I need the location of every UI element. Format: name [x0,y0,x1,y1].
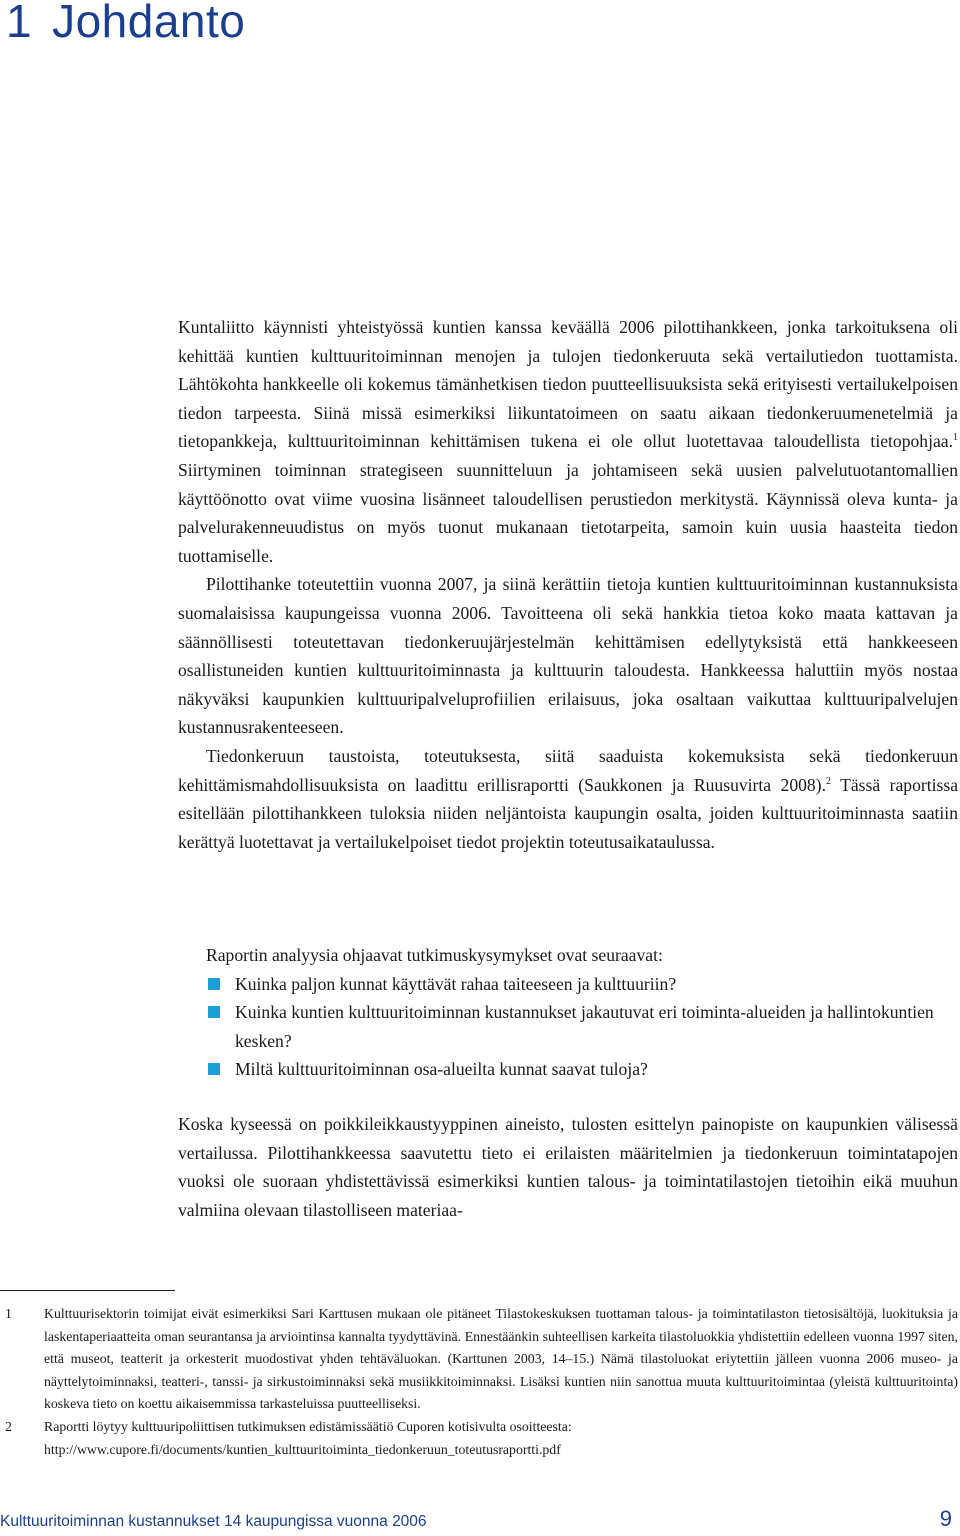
footer-title: Kulttuuritoiminnan kustannukset 14 kaupungissa vuonna 2006 [0,1513,427,1530]
intro-p1-text-a: Kuntaliitto käynnisti yhteistyössä kuntien kanssa keväällä 2006 pilottihankkeen, jonka tarkoituksena oli kehittää kuntien kulttuuritoiminnan menojen ja tulojen tiedonkeruuta sekä vertailutiedon tuottamista. Lähtökohta hankkeelle oli kokemus tämänhetkisen tiedon puutteellisuuksista sekä erityisesti vertailukelpoisen tiedon tarpeesta. Siinä missä esimerkiksi liikuntatoimeen on saatu aikaan tiedonkeruumenetelmiä ja tietopankkeja, kulttuuritoiminnan kehittämisen tukena ei ole ollut luotettavaa taloudellista tietopohjaa. [178,317,958,452]
intro-p3-text-b: Tässä raportissa esitellään pilottihankkeen tuloksia niiden neljäntoista kaupungin osalta, joiden kulttuuritoiminnasta saatiin kerättyä luotettavat ja vertailukelpoiset tiedot projektin toteutusaikataulussa. [178,774,959,852]
intro-p1-text-b: Siirtyminen toiminnan strategiseen suunnitteluun ja johtamiseen sekä uusien palvelutuotantomallien käyttöönotto ovat viime vuosina lisänneet taloudellisen perustiedon merkitystä. Käynnissä oleva kunta- ja palvelurakenneuudistus on myös tuonut mukanaan tietotarpeita, samoin kuin uusia haasteita tiedon tuottamiselle. [178,459,958,566]
research-questions-intro: Raportin analyysia ohjaavat tutkimuskysymykset ovat seuraavat: [206,945,663,965]
research-questions-list [178,970,958,1084]
list-item [178,1055,958,1084]
intro-section [178,313,958,856]
page-footer [0,1506,960,1536]
footnote-number: 2 [5,1418,12,1434]
footnote-text: Kulttuurisektorin toimijat eivät esimerkiksi Sari Karttusen mukaan ole pitäneet Tilastokeskuksen tuottaman talous- ja toimintatilaston tietosisältöjä, luokituksia ja laskentaperiaatteita oman seurantansa ja arviointinsa kannalta tyydyttävinä. Ennestäänkin suhteellisen karkeita tilastoluokkia yhdistettiin edelleen vuonna 1997 siten, että museot, teatterit ja orkesterit muodostivat yhden tehtäväluokan. (Karttunen 2003, 14–15.) Nämä tilastoluokat eriytettiin jälleen vuonna 2006 museo- ja näyttelytoiminnaksi, teatteri-, tanssi- ja sirkustoiminnaksi sekä musiikkitoiminnaksi. Lisäksi kuntien niin sanottua muuta kulttuuritoimintaa (yleistä kulttuuritointa) koskeva tieto on koettu aikaisemmissa tarkasteluissa puutteelliseksi. [44,1306,958,1412]
intro-p3-text-a: Tiedonkeruun taustoista, toteutuksesta, siitä saaduista kokemuksista sekä tiedonkeruun kehittämismahdollisuuksista on laadittu erillisraportti (Saukkonen ja Ruusuvirta 2008). [178,745,958,795]
footnote-2 [0,1416,958,1461]
footnotes [0,1303,958,1461]
footnote-1 [0,1303,958,1416]
list-item [178,998,958,1055]
methodology-section [178,1110,958,1224]
chapter-title: Johdanto [52,0,246,47]
footnote-ref-2: 2 [826,775,831,787]
square-bullet-icon [208,1006,220,1018]
square-bullet-icon [208,978,220,990]
research-questions [178,941,958,1084]
chapter-number: 1 [6,0,33,47]
footnote-url-link[interactable]: http://www.cupore.fi/documents/kuntien_kulttuuritoiminta_tiedonkeruun_toteutusraportti.pdf [44,1441,561,1457]
methodology-paragraph: Koska kyseessä on poikkileikkaustyyppinen aineisto, tulosten esittelyn painopiste on kaupunkien välisessä vertailussa. Pilottihankkeessa saavutettu tieto ei erilaisten määritelmien ja tiedonkeruun toimintatapojen vuoksi ole suoraan yhdistettävissä esimerkiksi kuntien talous- ja toimintatilastojen tietoihin eikä muuhun valmiina olevaan tilastolliseen materiaa- [178,1114,958,1220]
list-item-text: Kuinka kuntien kulttuuritoiminnan kustannukset jakautuvat eri toiminta-alueiden ja hallintokuntien kesken? [235,1002,934,1051]
intro-paragraph-2: Pilottihanke toteutettiin vuonna 2007, ja siinä kerättiin tietoja kuntien kulttuuritoiminnan kustannuksista suomalaisissa kaupungeissa vuonna 2006. Tavoitteena oli sekä hankkia tietoa koko maata kattavan ja säännöllisesti toteutettavan tiedonkeruujärjestelmän kehittämisen edellytyksistä että hankkeeseen osallistuneiden kuntien kulttuuritoiminnasta ja kulttuurin taloudesta. Hankkeessa haluttiin myös nostaa näkyväksi kaupunkien kulttuuripalveluprofiilien erilaisuus, joka osaltaan vaikuttaa kulttuuripalvelujen kustannusrakenteeseen. [178,574,958,738]
footnote-text: Raportti löytyy kulttuuripoliittisen tutkimuksen edistämissäätiö Cuporen kotisivulta osoitteesta: [44,1418,572,1434]
list-item-text: Kuinka paljon kunnat käyttävät rahaa taiteeseen ja kulttuuriin? [235,973,677,994]
footnote-number: 1 [5,1306,12,1321]
page-number: 9 [939,1506,952,1531]
list-item-text: Miltä kulttuuritoiminnan osa-alueilta kunnat saavat tuloja? [235,1059,648,1080]
intro-paragraph-3 [178,742,958,856]
footnote-divider [0,1290,175,1291]
chapter-heading [6,0,245,48]
footnote-ref-1: 1 [953,432,958,444]
list-item [178,970,958,999]
intro-paragraph-1 [178,313,958,570]
square-bullet-icon [208,1063,220,1075]
